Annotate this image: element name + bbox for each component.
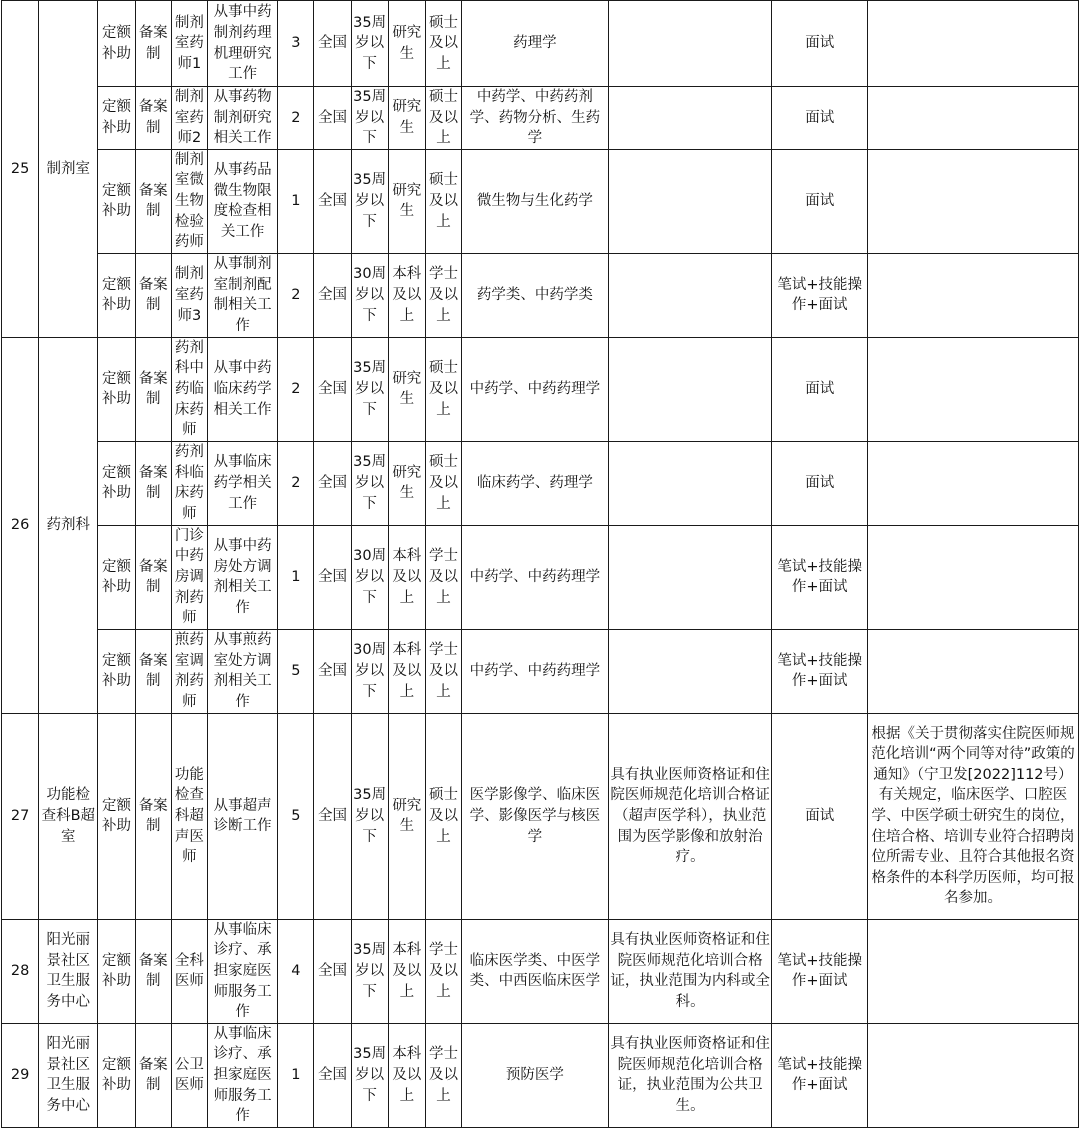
other-requirements-cell: 具有执业医师资格证和住院医师规范化培训合格证，执业范围为公共卫生。 <box>608 1023 772 1127</box>
exam-method-cell: 面试 <box>772 149 867 253</box>
recruit-scope-cell: 全国 <box>314 1 351 87</box>
post-name-cell: 药剂科中药临床药师 <box>171 337 207 441</box>
exam-method-cell: 面试 <box>772 713 867 919</box>
exam-method-cell: 面试 <box>772 1 867 87</box>
exam-method-cell: 笔试+技能操作+面试 <box>772 525 867 629</box>
remark-cell <box>867 629 1078 713</box>
funding-cell: 定额补助 <box>98 441 135 525</box>
staffing-type-cell: 备案制 <box>135 629 171 713</box>
table-row <box>2 87 1079 150</box>
recruit-scope-cell: 全国 <box>314 629 351 713</box>
education-cell: 本科及以上 <box>388 919 425 1023</box>
post-name-cell: 煎药室调剂药师 <box>171 629 207 713</box>
other-requirements-cell <box>608 1 772 87</box>
exam-method-cell: 面试 <box>772 87 867 150</box>
funding-cell: 定额补助 <box>98 1 135 87</box>
degree-cell: 硕士及以上 <box>425 1 461 87</box>
remark-cell <box>867 253 1078 337</box>
remark-cell <box>867 87 1078 150</box>
age-limit-cell: 35周岁以下 <box>351 919 388 1023</box>
table-body <box>2 1 1079 1128</box>
exam-method-cell: 面试 <box>772 337 867 441</box>
duty-cell: 从事中药临床药学相关工作 <box>207 337 277 441</box>
funding-cell: 定额补助 <box>98 525 135 629</box>
headcount-cell: 2 <box>278 441 314 525</box>
exam-method-cell: 面试 <box>772 441 867 525</box>
post-name-cell: 制剂室药师3 <box>171 253 207 337</box>
education-cell: 研究生 <box>388 149 425 253</box>
post-name-cell: 制剂室药师2 <box>171 87 207 150</box>
post-name-cell: 功能检查科超声医师 <box>171 713 207 919</box>
other-requirements-cell: 具有执业医师资格证和住院医师规范化培训合格证（超声医学科），执业范围为医学影像和放射治疗。 <box>608 713 772 919</box>
age-limit-cell: 35周岁以下 <box>351 441 388 525</box>
degree-cell: 学士及以上 <box>425 253 461 337</box>
major-cell: 中药学、中药药理学 <box>462 337 609 441</box>
education-cell: 研究生 <box>388 713 425 919</box>
table-row <box>2 629 1079 713</box>
degree-cell: 学士及以上 <box>425 919 461 1023</box>
headcount-cell: 5 <box>278 629 314 713</box>
education-cell: 本科及以上 <box>388 253 425 337</box>
funding-cell: 定额补助 <box>98 87 135 150</box>
table-row <box>2 149 1079 253</box>
other-requirements-cell: 具有执业医师资格证和住院医师规范化培训合格证，执业范围为内科或全科。 <box>608 919 772 1023</box>
duty-cell: 从事药品微生物限度检查相关工作 <box>207 149 277 253</box>
headcount-cell: 2 <box>278 253 314 337</box>
duty-cell: 从事临床药学相关工作 <box>207 441 277 525</box>
degree-cell: 硕士及以上 <box>425 441 461 525</box>
table-row <box>2 441 1079 525</box>
department-cell: 阳光丽景社区卫生服务中心 <box>39 1023 98 1127</box>
department-cell: 制剂室 <box>39 1 98 338</box>
remark-cell: 根据《关于贯彻落实住院医师规范化培训“两个同等对待”政策的通知》（宁卫发[2022]112号）有关规定，临床医学、口腔医学、中医学硕士研究生的岗位，住培合格、培训专业符合招聘岗位所需专业、且符合其他报名资格条件的本科学历医师，均可报名参加。 <box>867 713 1078 919</box>
funding-cell: 定额补助 <box>98 629 135 713</box>
staffing-type-cell: 备案制 <box>135 525 171 629</box>
recruit-scope-cell: 全国 <box>314 713 351 919</box>
age-limit-cell: 30周岁以下 <box>351 253 388 337</box>
major-cell: 医学影像学、临床医学、影像医学与核医学 <box>462 713 609 919</box>
education-cell: 研究生 <box>388 1 425 87</box>
duty-cell: 从事药物制剂研究相关工作 <box>207 87 277 150</box>
exam-method-cell: 笔试+技能操作+面试 <box>772 919 867 1023</box>
degree-cell: 学士及以上 <box>425 525 461 629</box>
staffing-type-cell: 备案制 <box>135 253 171 337</box>
remark-cell <box>867 1023 1078 1127</box>
remark-cell <box>867 1 1078 87</box>
age-limit-cell: 30周岁以下 <box>351 525 388 629</box>
recruit-scope-cell: 全国 <box>314 1023 351 1127</box>
table-row <box>2 1 1079 87</box>
education-cell: 研究生 <box>388 337 425 441</box>
age-limit-cell: 35周岁以下 <box>351 87 388 150</box>
table-row <box>2 713 1079 919</box>
education-cell: 研究生 <box>388 87 425 150</box>
headcount-cell: 1 <box>278 1023 314 1127</box>
duty-cell: 从事超声诊断工作 <box>207 713 277 919</box>
recruit-scope-cell: 全国 <box>314 337 351 441</box>
funding-cell: 定额补助 <box>98 919 135 1023</box>
post-name-cell: 门诊中药房调剂药师 <box>171 525 207 629</box>
table-row <box>2 253 1079 337</box>
headcount-cell: 5 <box>278 713 314 919</box>
recruit-scope-cell: 全国 <box>314 87 351 150</box>
duty-cell: 从事煎药室处方调剂相关工作 <box>207 629 277 713</box>
other-requirements-cell <box>608 149 772 253</box>
serial-number-cell: 27 <box>2 713 39 919</box>
post-name-cell: 公卫医师 <box>171 1023 207 1127</box>
table-row <box>2 337 1079 441</box>
duty-cell: 从事中药房处方调剂相关工作 <box>207 525 277 629</box>
age-limit-cell: 35周岁以下 <box>351 337 388 441</box>
post-name-cell: 全科医师 <box>171 919 207 1023</box>
staffing-type-cell: 备案制 <box>135 441 171 525</box>
headcount-cell: 2 <box>278 337 314 441</box>
education-cell: 本科及以上 <box>388 525 425 629</box>
other-requirements-cell <box>608 525 772 629</box>
funding-cell: 定额补助 <box>98 1023 135 1127</box>
serial-number-cell: 29 <box>2 1023 39 1127</box>
funding-cell: 定额补助 <box>98 337 135 441</box>
degree-cell: 硕士及以上 <box>425 87 461 150</box>
staffing-type-cell: 备案制 <box>135 713 171 919</box>
age-limit-cell: 30周岁以下 <box>351 629 388 713</box>
education-cell: 研究生 <box>388 441 425 525</box>
other-requirements-cell <box>608 441 772 525</box>
staffing-type-cell: 备案制 <box>135 337 171 441</box>
serial-number-cell: 26 <box>2 337 39 713</box>
degree-cell: 学士及以上 <box>425 1023 461 1127</box>
staffing-type-cell: 备案制 <box>135 919 171 1023</box>
remark-cell <box>867 441 1078 525</box>
age-limit-cell: 35周岁以下 <box>351 1 388 87</box>
table-row <box>2 919 1079 1023</box>
table-row <box>2 1023 1079 1127</box>
major-cell: 微生物与生化药学 <box>462 149 609 253</box>
funding-cell: 定额补助 <box>98 253 135 337</box>
recruit-scope-cell: 全国 <box>314 441 351 525</box>
degree-cell: 硕士及以上 <box>425 149 461 253</box>
major-cell: 药学类、中药学类 <box>462 253 609 337</box>
major-cell: 临床医学类、中医学类、中西医临床医学 <box>462 919 609 1023</box>
major-cell: 中药学、中药药理学 <box>462 629 609 713</box>
staffing-type-cell: 备案制 <box>135 1 171 87</box>
funding-cell: 定额补助 <box>98 149 135 253</box>
recruitment-table <box>1 0 1079 1128</box>
degree-cell: 硕士及以上 <box>425 337 461 441</box>
remark-cell <box>867 337 1078 441</box>
other-requirements-cell <box>608 253 772 337</box>
recruit-scope-cell: 全国 <box>314 149 351 253</box>
duty-cell: 从事中药制剂药理机理研究工作 <box>207 1 277 87</box>
table-row <box>2 525 1079 629</box>
education-cell: 本科及以上 <box>388 1023 425 1127</box>
department-cell: 阳光丽景社区卫生服务中心 <box>39 919 98 1023</box>
duty-cell: 从事临床诊疗、承担家庭医师服务工作 <box>207 1023 277 1127</box>
staffing-type-cell: 备案制 <box>135 87 171 150</box>
department-cell: 功能检查科B超室 <box>39 713 98 919</box>
education-cell: 本科及以上 <box>388 629 425 713</box>
recruit-scope-cell: 全国 <box>314 525 351 629</box>
major-cell: 预防医学 <box>462 1023 609 1127</box>
other-requirements-cell <box>608 337 772 441</box>
headcount-cell: 1 <box>278 525 314 629</box>
remark-cell <box>867 149 1078 253</box>
major-cell: 临床药学、药理学 <box>462 441 609 525</box>
degree-cell: 硕士及以上 <box>425 713 461 919</box>
post-name-cell: 制剂室微生物检验药师 <box>171 149 207 253</box>
post-name-cell: 制剂室药师1 <box>171 1 207 87</box>
headcount-cell: 4 <box>278 919 314 1023</box>
remark-cell <box>867 525 1078 629</box>
headcount-cell: 3 <box>278 1 314 87</box>
degree-cell: 学士及以上 <box>425 629 461 713</box>
other-requirements-cell <box>608 87 772 150</box>
age-limit-cell: 35周岁以下 <box>351 713 388 919</box>
serial-number-cell: 25 <box>2 1 39 338</box>
funding-cell: 定额补助 <box>98 713 135 919</box>
other-requirements-cell <box>608 629 772 713</box>
exam-method-cell: 笔试+技能操作+面试 <box>772 1023 867 1127</box>
exam-method-cell: 笔试+技能操作+面试 <box>772 253 867 337</box>
headcount-cell: 1 <box>278 149 314 253</box>
duty-cell: 从事临床诊疗、承担家庭医师服务工作 <box>207 919 277 1023</box>
major-cell: 药理学 <box>462 1 609 87</box>
exam-method-cell: 笔试+技能操作+面试 <box>772 629 867 713</box>
age-limit-cell: 35周岁以下 <box>351 1023 388 1127</box>
department-cell: 药剂科 <box>39 337 98 713</box>
recruit-scope-cell: 全国 <box>314 919 351 1023</box>
serial-number-cell: 28 <box>2 919 39 1023</box>
headcount-cell: 2 <box>278 87 314 150</box>
recruit-scope-cell: 全国 <box>314 253 351 337</box>
remark-cell <box>867 919 1078 1023</box>
staffing-type-cell: 备案制 <box>135 149 171 253</box>
post-name-cell: 药剂科临床药师 <box>171 441 207 525</box>
staffing-type-cell: 备案制 <box>135 1023 171 1127</box>
major-cell: 中药学、中药药剂学、药物分析、生药学 <box>462 87 609 150</box>
duty-cell: 从事制剂室制剂配制相关工作 <box>207 253 277 337</box>
age-limit-cell: 35周岁以下 <box>351 149 388 253</box>
major-cell: 中药学、中药药理学 <box>462 525 609 629</box>
